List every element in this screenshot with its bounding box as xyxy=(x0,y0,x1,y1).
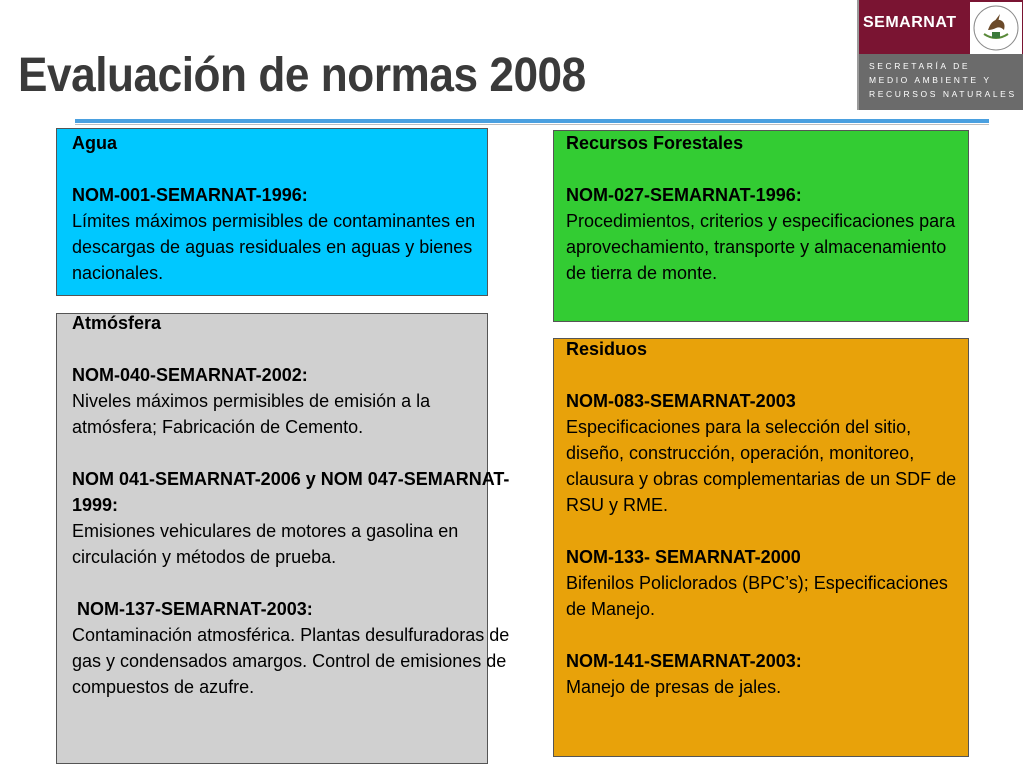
semarnat-logo-text: SEMARNAT xyxy=(863,14,957,31)
semarnat-logo-subtitle xyxy=(859,54,1023,110)
norm-code: NOM-001-SEMARNAT-1996: xyxy=(72,185,308,205)
logo-subtitle-line: MEDIO AMBIENTE Y xyxy=(869,75,992,85)
norm-code: NOM-083-SEMARNAT-2003 xyxy=(566,391,796,411)
title-underline xyxy=(75,119,989,123)
norm-description: Manejo de presas de jales. xyxy=(566,677,782,697)
mexico-coat-of-arms-icon xyxy=(970,2,1022,54)
forestales-heading: Recursos Forestales xyxy=(566,133,744,153)
agua-content xyxy=(72,130,492,286)
residuos-heading: Residuos xyxy=(566,339,648,359)
atmosfera-content xyxy=(72,310,512,700)
norm-code: NOM-133- SEMARNAT-2000 xyxy=(566,547,801,567)
norm-code: NOM-137-SEMARNAT-2003: xyxy=(72,599,313,619)
norm-description: Límites máximos permisibles de contaminantes en descargas de aguas residuales en aguas y bienes nacionales. xyxy=(72,211,476,283)
norm-code: NOM-141-SEMARNAT-2003: xyxy=(566,651,802,671)
norm-code: NOM-040-SEMARNAT-2002: xyxy=(72,365,308,385)
norm-code: NOM-027-SEMARNAT-1996: xyxy=(566,185,802,205)
logo-subtitle-line: SECRETARÍA DE xyxy=(869,61,971,71)
norm-code: NOM 041-SEMARNAT-2006 y NOM 047-SEMARNAT-1999: xyxy=(72,469,510,515)
forestales-content xyxy=(566,130,964,286)
norm-description: Contaminación atmosférica. Plantas desulfuradoras de gas y condensados amargos. Control de emisiones de compuestos de azufre. xyxy=(72,625,510,697)
norm-description: Bifenilos Policlorados (BPC’s); Especificaciones de Manejo. xyxy=(566,573,948,619)
agua-heading: Agua xyxy=(72,133,117,153)
norm-description: Niveles máximos permisibles de emisión a la atmósfera; Fabricación de Cemento. xyxy=(72,391,431,437)
atmosfera-heading: Atmósfera xyxy=(72,313,162,333)
residuos-content xyxy=(566,336,964,700)
logo-subtitle-line: RECURSOS NATURALES xyxy=(869,89,1017,99)
title-underline-shadow xyxy=(75,124,989,125)
norm-description: Especificaciones para la selección del sitio, diseño, construcción, operación, monitoreo, clausura y obras complementarias de un SDF de RSU y RME. xyxy=(566,417,957,515)
norm-description: Procedimientos, criterios y especificaciones para aprovechamiento, transporte y almacenamiento de tierra de monte. xyxy=(566,211,956,283)
norm-description: Emisiones vehiculares de motores a gasolina en circulación y métodos de prueba. xyxy=(72,521,459,567)
page-title: Evaluación de normas 2008 xyxy=(18,49,586,102)
